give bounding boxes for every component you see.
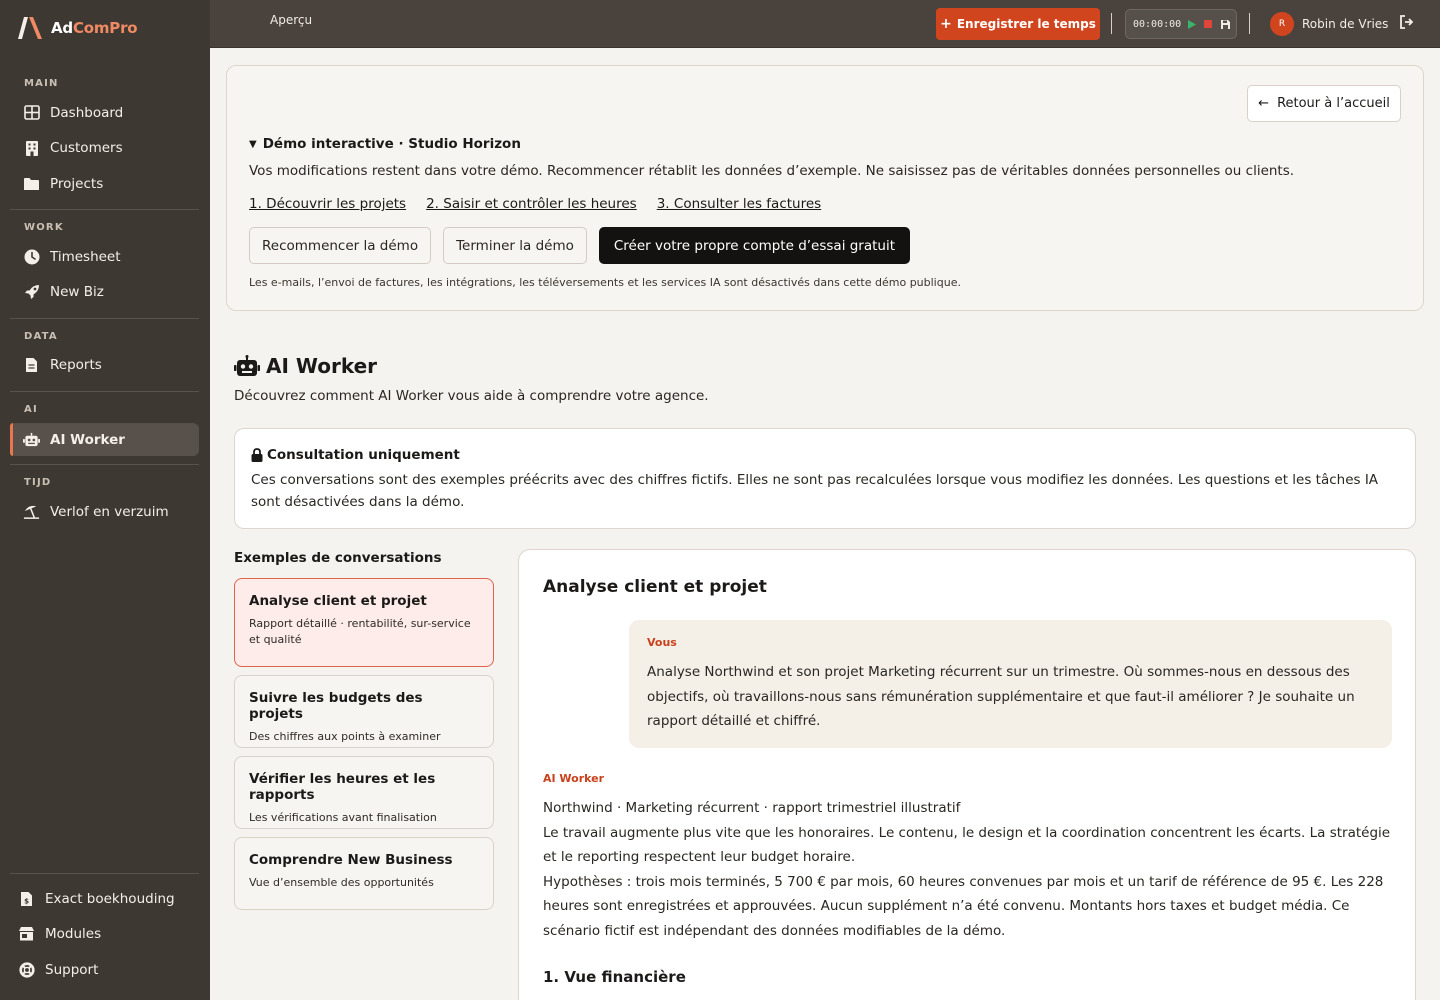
demo-link-hours[interactable]: 2. Saisir et contrôler les heures xyxy=(426,196,637,212)
consultation-notice xyxy=(234,428,1416,529)
user-message-text: Analyse Northwind et son projet Marketing récurrent sur un trimestre. Où sommes-nous en dessous des objectifs, où travaillons-nous sans rémunération supplémentaire et que faut-il améliorer ? Je souhaite un rapport détaillé et chiffré. xyxy=(647,664,1355,729)
sidebar-item-label: Timesheet xyxy=(50,248,121,265)
demo-link-invoices[interactable]: 3. Consulter les factures xyxy=(656,196,822,212)
lock-icon xyxy=(251,448,263,462)
demo-link-projects[interactable]: 1. Découvrir les projets xyxy=(249,196,407,212)
sidebar-item-support[interactable] xyxy=(10,953,199,986)
sidebar-divider xyxy=(10,209,199,210)
life-ring-icon xyxy=(18,961,35,978)
section-label-tijd: TIJD xyxy=(24,477,52,488)
conversation-card-newbiz[interactable] xyxy=(234,837,494,910)
store-icon xyxy=(18,925,35,942)
folder-icon xyxy=(23,175,40,192)
restart-demo-button[interactable]: Recommencer la démo xyxy=(249,227,431,264)
finish-demo-button[interactable]: Terminer la démo xyxy=(443,227,587,264)
sidebar-item-label: Dashboard xyxy=(50,104,124,121)
demo-title[interactable] xyxy=(249,136,521,152)
sidebar-item-label: Customers xyxy=(50,139,123,156)
ai-message xyxy=(543,796,1393,943)
demo-links xyxy=(249,196,821,212)
back-to-home-button[interactable] xyxy=(1247,85,1401,122)
record-time-label: Enregistrer le temps xyxy=(956,17,1096,31)
stop-icon[interactable] xyxy=(1204,20,1212,28)
sidebar-item-label: New Biz xyxy=(50,283,104,300)
section-label-main: MAIN xyxy=(24,78,59,89)
logo-text: AdComPro xyxy=(51,19,138,37)
sidebar-divider xyxy=(10,464,199,465)
rocket-icon xyxy=(23,283,40,300)
demo-note: Les e-mails, l’envoi de factures, les intégrations, les téléversements et les services IA sont désactivés dans cette démo publique. xyxy=(249,276,961,289)
demo-actions xyxy=(249,227,910,264)
conversation-desc: Les vérifications avant finalisation xyxy=(249,811,437,824)
play-icon[interactable] xyxy=(1187,20,1196,29)
caret-down-icon: ▼ xyxy=(249,138,257,150)
conversation-desc: Rapport détaillé · rentabilité, sur-service et qualité xyxy=(249,617,471,646)
save-icon[interactable] xyxy=(1221,20,1230,29)
user-message-author: Vous xyxy=(647,636,677,649)
sidebar xyxy=(0,0,210,1000)
grid-icon xyxy=(23,104,40,121)
svg-text:$: $ xyxy=(24,897,29,905)
ai-message-line: Hypothèses : trois mois terminés, 5 700 € par mois, 60 heures convenues par mois et un tarif de référence de 95 €. Les 228 heures sont enregistrées et approuvées. Aucun supplément n’a été convenu. Montants hors taxes et budget média. Ce scénario fictif est indépendant des données modifiables de la démo. xyxy=(543,873,1384,939)
sidebar-item-reports[interactable] xyxy=(10,348,199,381)
robot-icon xyxy=(23,431,40,448)
consultation-title xyxy=(251,447,1399,463)
sidebar-divider xyxy=(10,391,199,392)
user-message xyxy=(629,620,1392,748)
conversations-label: Exemples de conversations xyxy=(234,550,442,566)
conversation-card-hours[interactable] xyxy=(234,756,494,829)
robot-icon xyxy=(234,355,260,377)
chat-title: Analyse client et projet xyxy=(543,577,767,597)
sidebar-item-label: Support xyxy=(45,961,99,978)
conversation-title: Comprendre New Business xyxy=(249,852,453,868)
record-time-button[interactable] xyxy=(936,8,1100,40)
section-subtitle: Découvrez comment AI Worker vous aide à comprendre votre agence. xyxy=(234,388,709,404)
ai-message-line: Le travail augmente plus vite que les honoraires. Le contenu, le design et la coordination concentrent les écarts. La stratégie et le reporting respectent leur budget horaire. xyxy=(543,824,1391,865)
file-invoice-icon xyxy=(18,890,35,907)
conversation-title: Suivre les budgets des projets xyxy=(249,690,423,722)
building-icon xyxy=(23,139,40,156)
sidebar-item-label: Exact boekhouding xyxy=(45,890,175,907)
avatar: R xyxy=(1270,12,1294,36)
topbar xyxy=(210,0,1440,48)
sidebar-divider xyxy=(10,873,199,874)
sidebar-item-label: Modules xyxy=(45,925,102,942)
sidebar-item-newbiz[interactable] xyxy=(10,275,199,308)
plus-icon: + xyxy=(940,16,952,32)
section-title-text: AI Worker xyxy=(266,354,378,378)
demo-title-text: Démo interactive · Studio Horizon xyxy=(262,136,521,152)
user-menu[interactable] xyxy=(1270,11,1388,37)
sidebar-item-modules[interactable] xyxy=(10,917,199,950)
section-label-work: WORK xyxy=(24,222,64,233)
conversation-desc: Vue d’ensemble des opportunités xyxy=(249,876,434,889)
logout-icon[interactable] xyxy=(1400,15,1414,29)
sidebar-item-label: Verlof en verzuim xyxy=(50,503,169,520)
sidebar-item-projects[interactable] xyxy=(10,167,199,200)
create-trial-button[interactable]: Créer votre propre compte d’essai gratuit xyxy=(599,227,910,264)
timer-display: 00:00:00 xyxy=(1133,18,1182,30)
arrow-left-icon: ← xyxy=(1258,96,1270,111)
topbar-separator xyxy=(1111,13,1112,34)
sidebar-item-verlof[interactable] xyxy=(10,495,199,528)
sidebar-divider xyxy=(10,318,199,319)
sidebar-item-label: Reports xyxy=(50,356,102,373)
sidebar-item-customers[interactable] xyxy=(10,131,199,164)
conversation-desc: Des chiffres aux points à examiner xyxy=(249,730,441,743)
topbar-separator xyxy=(1249,13,1250,34)
section-label-data: DATA xyxy=(24,331,58,342)
conversation-title: Vérifier les heures et les rapports xyxy=(249,771,436,803)
sidebar-item-timesheet[interactable] xyxy=(10,240,199,273)
user-name: Robin de Vries xyxy=(1302,17,1389,31)
ai-message-line: Northwind · Marketing récurrent · rapport trimestriel illustratif xyxy=(543,800,961,816)
ai-message-author: AI Worker xyxy=(543,772,605,785)
section-title xyxy=(234,354,377,378)
ai-message-heading: 1. Vue financière xyxy=(543,968,686,986)
back-to-home-label: Retour à l’accueil xyxy=(1277,96,1390,111)
timer-widget xyxy=(1125,9,1237,39)
sidebar-item-exact[interactable] xyxy=(10,882,199,915)
document-icon xyxy=(23,356,40,373)
conversation-card-analyse[interactable] xyxy=(234,578,494,667)
logo[interactable] xyxy=(18,16,137,40)
logo-mark-icon xyxy=(18,17,42,39)
sidebar-item-label: AI Worker xyxy=(50,431,125,448)
conversation-card-budgets[interactable] xyxy=(234,675,494,748)
conversation-title: Analyse client et projet xyxy=(249,593,427,609)
clock-icon xyxy=(23,248,40,265)
sidebar-item-label: Projects xyxy=(50,175,104,192)
sidebar-item-dashboard[interactable] xyxy=(10,96,199,129)
consultation-title-text: Consultation uniquement xyxy=(267,447,460,463)
sidebar-item-aiworker[interactable] xyxy=(10,423,199,456)
chat-panel xyxy=(518,549,1416,1000)
page-title: Aperçu xyxy=(270,13,313,27)
demo-panel xyxy=(226,65,1424,311)
consultation-text: Ces conversations sont des exemples préécrits avec des chiffres fictifs. Elles ne sont pas recalculées lorsque vous modifiez les données. Les questions et les tâches IA sont désactivées dans la démo. xyxy=(251,472,1379,510)
umbrella-beach-icon xyxy=(23,503,40,520)
section-label-ai: AI xyxy=(24,404,38,415)
demo-description: Vos modifications restent dans votre démo. Recommencer rétablit les données d’exemple. Ne saisissez pas de véritables données personnelles ou clients. xyxy=(249,163,1295,179)
